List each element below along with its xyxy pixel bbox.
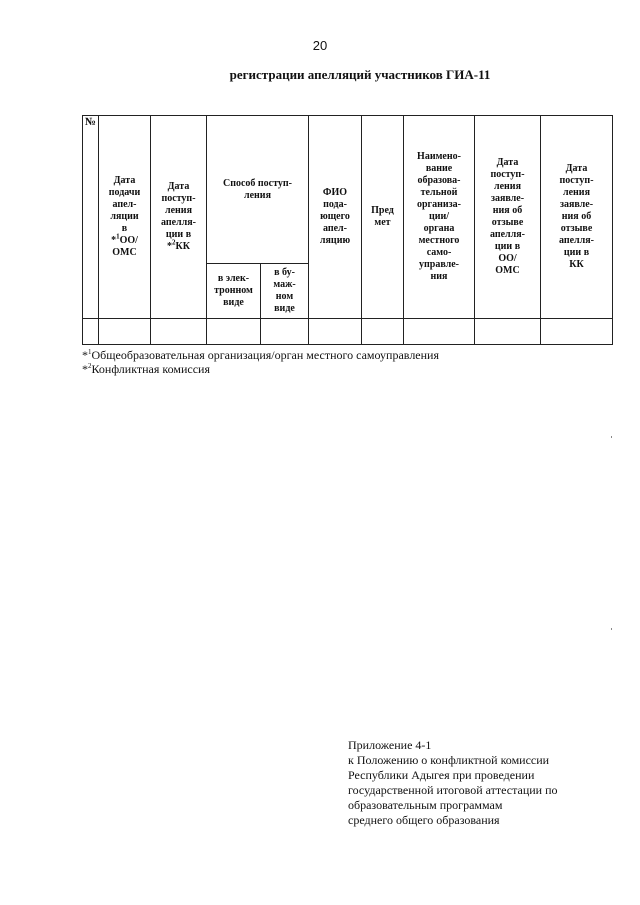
subheader-paper: в бу- маж- ном виде (261, 264, 309, 319)
table-row-empty (83, 319, 613, 345)
appendix-line: государственной итоговой аттестации по (348, 783, 558, 797)
appendix-line: Республики Адыгея при проведении (348, 768, 535, 782)
empty-cell (309, 319, 362, 345)
header-organization-name: Наимено- вание образова- тельной организа- ции/ органа местного само- управле- ния (404, 116, 475, 319)
scan-speck (611, 436, 612, 438)
appeals-register-table (82, 115, 613, 345)
header-subject: Пред мет (362, 116, 404, 319)
document-title: регистрации апелляций участников ГИА-11 (229, 67, 491, 82)
header-withdraw-oo: Дата поступ- ления заявле- ния об отзыве апелля- ции в ОО/ ОМС (475, 116, 541, 319)
empty-cell (541, 319, 613, 345)
subheader-electronic: в элек- тронном виде (207, 264, 261, 319)
header-date-received: Дата поступ- ления апелля- ции в *$^2$КК (151, 116, 207, 319)
header-date-submit: Дата подачи апел- ляции в *$^1$ОО/ ОМС (99, 116, 151, 319)
header-withdraw-kk: Дата поступ- ления заявле- ния об отзыве апелля- ции в КК (541, 116, 613, 319)
page-number: 20 (312, 38, 328, 53)
empty-cell (151, 319, 207, 345)
empty-cell (99, 319, 151, 345)
appendix-line: образовательным программам (348, 798, 503, 812)
empty-cell (404, 319, 475, 345)
appendix-line: Приложение 4-1 (348, 738, 432, 752)
empty-cell (362, 319, 404, 345)
empty-cell (475, 319, 541, 345)
appendix-line: к Положению о конфликтной комиссии (348, 753, 550, 767)
appendix-block (348, 738, 558, 828)
header-number: № (83, 116, 99, 319)
empty-cell (261, 319, 309, 345)
header-fio: ФИО пода- ющего апел- ляцию (309, 116, 362, 319)
footnote-2: *$^2$Конфликтная комиссия (82, 362, 210, 376)
appendix-line: среднего общего образования (348, 813, 500, 827)
footnote-1: *$^1$Общеобразовательная организация/орган местного самоуправления (82, 348, 439, 362)
empty-cell (207, 319, 261, 345)
header-receipt-method: Способ поступ- ления (207, 116, 309, 264)
empty-cell (83, 319, 99, 345)
scan-speck (611, 628, 612, 630)
